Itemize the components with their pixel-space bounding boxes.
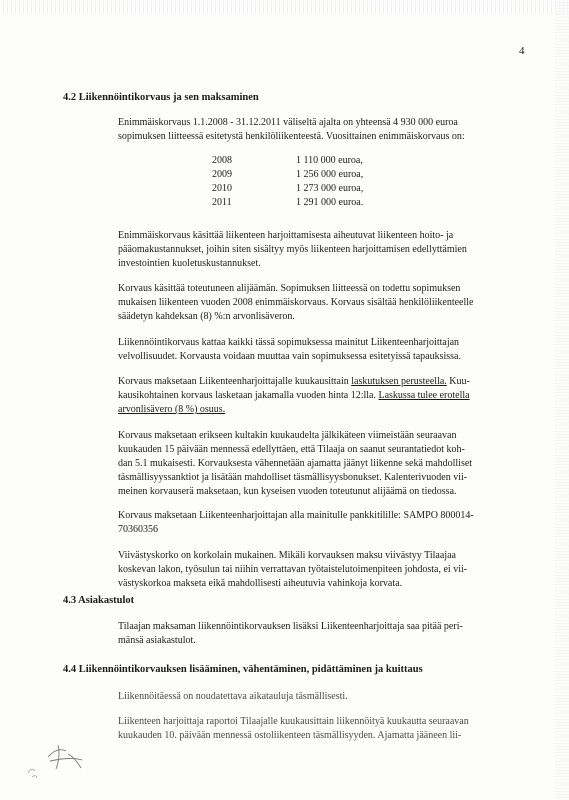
text-line: 70360356 bbox=[118, 524, 158, 535]
year-cell: 2011 bbox=[212, 197, 232, 208]
paragraph-max-compensation bbox=[118, 116, 524, 144]
text-line: Enimmäiskorvaus 1.1.2008 - 31.12.2011 väliseltä ajalta on yhteensä 4 930 000 euroa bbox=[118, 117, 458, 128]
text-line: Korvaus maksetaan erikseen kultakin kuukaudelta jälkikäteen viimeistään seuraavan bbox=[118, 430, 457, 441]
text-line: kuukauden 10. päivään mennessä ostoliikenteen täsmällisyyden. Ajamatta jääneen lii- bbox=[118, 730, 462, 741]
text-line: mänsä asiakastulot. bbox=[118, 635, 196, 646]
text-run: kausikohtainen korvaus lasketaan jakamalla vuoden hinta 12:lla. bbox=[118, 390, 379, 401]
paragraph-customer-revenue bbox=[118, 620, 524, 648]
paragraph-payment-schedule bbox=[118, 429, 524, 499]
text-line: velvollisuudet. Korvausta voidaan muuttaa vain sopimuksessa esitetyissä tapauksissa. bbox=[118, 351, 461, 362]
paragraph-late-interest bbox=[118, 549, 524, 591]
text-line: investointien kuoletuskustannukset. bbox=[118, 258, 261, 269]
underlined-text: arvonlisävero (8 %) osuus. bbox=[118, 404, 226, 415]
text-line: Viivästyskorko on korkolain mukainen. Mikäli korvauksen maksu viivästyy Tilaajaa bbox=[118, 550, 456, 561]
year-cell: 2008 bbox=[212, 155, 232, 166]
text-line: Tilaajan maksaman liikennöintikorvauksen lisäksi Liikenteenharjoittaja saa pitää peri- bbox=[118, 621, 463, 632]
text-run: Kuu- bbox=[446, 376, 470, 387]
section-heading-4-3: 4.3 Asiakastulot bbox=[63, 595, 135, 606]
paragraph-deficit bbox=[118, 282, 524, 324]
text-run: Korvaus maksetaan Liikenteenharjoittajalle kuukausittain bbox=[118, 376, 352, 387]
text-line: pääomakustannukset, joihin siten sisältyy myös liikenteen harjoittamisen edellyttämien bbox=[118, 244, 467, 255]
text-line: mukaisen liikenteen vuoden 2008 enimmäiskorvaus. Korvaus sisältää henkilöliikenteelle bbox=[118, 297, 474, 308]
text-line: meinen korvauserä maksetaan, kun kyseisen vuoden toteutunut alijäämä on tiedossa. bbox=[118, 486, 457, 497]
amount-cell: 1 273 000 euroa, bbox=[296, 183, 364, 194]
text-line: koskevan lakon, työsulun tai niihin verrattavan työtaistelutoimenpiteen johdosta, ei vii- bbox=[118, 564, 468, 575]
text-line bbox=[118, 375, 524, 389]
section-heading-4-2: 4.2 Liikennöintikorvaus ja sen maksaminen bbox=[63, 92, 259, 103]
text-line: täsmällisyyssanktiot ja lisätään mahdolliset täsmällisyysbonukset. Kalenterivuoden vii- bbox=[118, 472, 468, 483]
text-line: Liikenteen harjoittaja raportoi Tilaajalle kuukausittain liikennöityä kuukautta seuraavan bbox=[118, 716, 469, 727]
underlined-text: laskutuksen perusteella. bbox=[351, 376, 447, 387]
paragraph-bank-account bbox=[118, 509, 524, 537]
underlined-text: Laskussa tulee erotella bbox=[378, 390, 470, 401]
text-line: kuukauden 15 päivään mennessä edellyttäen, että Tilaaja on saanut seurantatiedot koh- bbox=[118, 444, 465, 455]
text-line: sopimuksen liitteessä esitetystä henkilöliikenteestä. Vuosittainen enimmäiskorvaus on: bbox=[118, 131, 465, 142]
paragraph-punctuality bbox=[118, 690, 524, 704]
paragraph-reporting bbox=[118, 715, 524, 743]
text-line: Liikennöintikorvaus kattaa kaikki tässä sopimuksessa mainitut Liikenteenharjoittajan bbox=[118, 337, 460, 348]
amount-cell: 1 110 000 euroa, bbox=[296, 155, 363, 166]
text-line: Korvaus käsittää toteutuneen alijäämän. Sopimuksen liitteessä on todettu sopimuksen bbox=[118, 283, 461, 294]
text-line: Enimmäiskorvaus käsittää liikenteen harjoittamisesta aiheutuvat liikenteen hoito- ja bbox=[118, 230, 454, 241]
scan-edge-top bbox=[0, 0, 569, 14]
paragraph-costs bbox=[118, 229, 524, 271]
amount-cell: 1 256 000 euroa, bbox=[296, 169, 364, 180]
text-line: Korvaus maksetaan Liikenteenharjoittajan alla mainitulle pankkitilille: SAMPO 800014- bbox=[118, 510, 474, 521]
scan-edge-right bbox=[555, 0, 569, 800]
page-number: 4 bbox=[519, 45, 525, 57]
text-line bbox=[118, 403, 524, 417]
handwritten-initials bbox=[20, 735, 100, 785]
amount-cell: 1 291 000 euroa. bbox=[296, 197, 364, 208]
text-line: västyskorkoa makseta eikä mahdollisesti aiheutuvia vahinkoja korvata. bbox=[118, 578, 403, 589]
paragraph-monthly-billing bbox=[118, 375, 524, 417]
section-heading-4-4: 4.4 Liikennöintikorvauksen lisääminen, vähentäminen, pidättäminen ja kuittaus bbox=[63, 664, 423, 675]
text-line: säädetyn kahdeksan (8) %:n arvonlisäveron. bbox=[118, 311, 295, 322]
year-cell: 2010 bbox=[212, 183, 232, 194]
text-line: dan 5.1 mukaisesti. Korvauksesta vähennetään ajamatta jäänyt liikenne sekä mahdolliset bbox=[118, 458, 473, 469]
paragraph-obligations bbox=[118, 336, 524, 364]
text-line: Liikennöitäessä on noudatettava aikatauluja täsmällisesti. bbox=[118, 691, 348, 702]
text-line bbox=[118, 389, 524, 403]
year-cell: 2009 bbox=[212, 169, 232, 180]
